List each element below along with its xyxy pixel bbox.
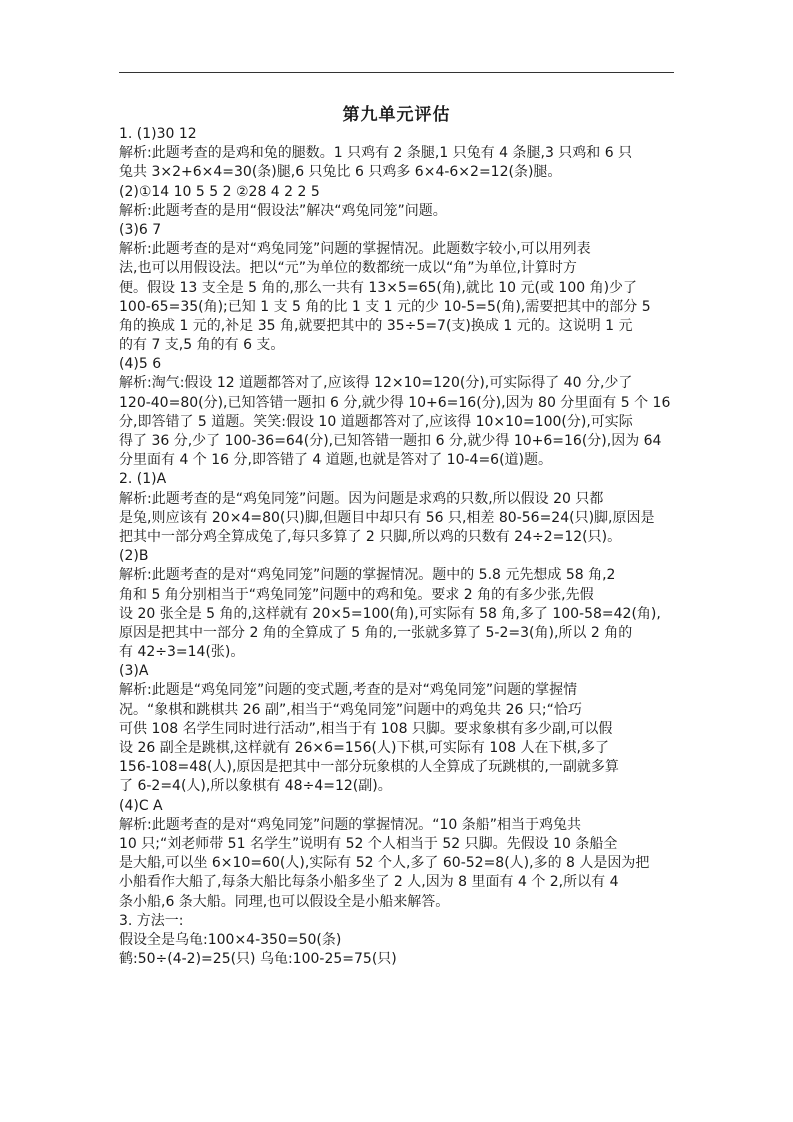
text-line: 得了 36 分,少了 100-36=64(分),已知答错一题扣 6 分,就少得 10+6=16(分),因为 64	[119, 433, 662, 449]
text-line: 解析:此题考查的是对“鸡兔同笼”问题的掌握情况。“10 条船”相当于鸡兔共	[119, 816, 581, 833]
text-line: 1. (1)30 12	[119, 126, 197, 142]
text-line: 况。“象棋和跳棋共 26 副”,相当于“鸡兔同笼”问题中的鸡兔共 26 只;“恰巧	[119, 701, 582, 718]
text-line: 原因是把其中一部分 2 角的全算成了 5 角的,一张就多算了 5-2=3(角),所以 2 角的	[119, 624, 633, 641]
text-line: 分,即答错了 5 道题。笑笑:假设 10 道题都答对了,应该得 10×10=100(分),可实际	[119, 413, 633, 430]
text-line: 156-108=48(人),原因是把其中一部分玩象棋的人全算成了玩跳棋的,一副就多算	[119, 759, 619, 776]
text-line: 解析:此题考查的是用“假设法”解决“鸡兔同笼”问题。	[119, 202, 447, 219]
text-line: 法,也可以用假设法。把以“元”为单位的数都统一成以“角”为单位,计算时方	[119, 260, 577, 277]
text-line: 是大船,可以坐 6×10=60(人),实际有 52 个人,多了 60-52=8(人),多的 8 人是因为把	[119, 855, 650, 872]
text-line: 解析:此题考查的是“鸡兔同笼”问题。因为问题是求鸡的只数,所以假设 20 只都	[119, 490, 604, 507]
text-line: 解析:此题考查的是对“鸡兔同笼”问题的掌握情况。此题数字较小,可以用列表	[119, 241, 591, 258]
text-line: (2)B	[119, 548, 149, 565]
text-line: 假设全是乌龟:100×4-350=50(条)	[119, 931, 342, 948]
text-line: 的有 7 支,5 角的有 6 支。	[119, 337, 285, 354]
text-line: 条小船,6 条大船。同理,也可以假设全是小船来解答。	[119, 893, 450, 910]
text-line: 设 26 副全是跳棋,这样就有 26×6=156(人)下棋,可实际有 108 人在下棋,多了	[119, 740, 609, 756]
text-line: (3)6 7	[119, 221, 162, 238]
text-line: 解析:此题考查的是对“鸡兔同笼”问题的掌握情况。题中的 5.8 元先想成 58 角,2	[119, 567, 616, 584]
text-line: 兔共 3×2+6×4=30(条)腿,6 只兔比 6 只鸡多 6×4-6×2=12(条)腿。	[119, 164, 562, 181]
text-line: 有 42÷3=14(张)。	[119, 644, 245, 661]
text-line: 把其中一部分鸡全算成兔了,每只多算了 2 只脚,所以鸡的只数有 24÷2=12(只)。	[119, 528, 622, 545]
header-rule	[119, 72, 674, 73]
text-line: 2. (1)A	[119, 471, 167, 488]
text-line: 解析:此题考查的是鸡和兔的腿数。1 只鸡有 2 条腿,1 只兔有 4 条腿,3 只鸡和 6 只	[119, 145, 633, 162]
text-line: 小船看作大船了,每条大船比每条小船多坐了 2 人,因为 8 里面有 4 个 2,所以有 4	[119, 874, 619, 891]
text-line: 解析:此题是“鸡兔同笼”问题的变式题,考查的是对“鸡兔同笼”问题的掌握情	[119, 682, 578, 699]
text-line: (4)C A	[119, 797, 163, 814]
text-line: (3)A	[119, 663, 149, 680]
text-line: 设 20 张全是 5 角的,这样就有 20×5=100(角),可实际有 58 角,多了 100-58=42(角),	[119, 605, 661, 622]
text-line: 100-65=35(角);已知 1 支 5 角的比 1 支 1 元的少 10-5=5(角),需要把其中的部分 5	[119, 298, 651, 315]
text-line: 角的换成 1 元的,补足 35 角,就要把其中的 35÷5=7(支)换成 1 元的。这说明 1 元	[119, 317, 633, 334]
text-line: 了 6-2=4(人),所以象棋有 48÷4=12(副)。	[119, 778, 392, 795]
text-line: 3. 方法一:	[119, 912, 184, 929]
text-line: 便。假设 13 支全是 5 角的,那么一共有 13×5=65(角),就比 10 元(或 100 角)少了	[119, 279, 638, 296]
answer-content	[119, 125, 675, 969]
text-line: 可供 108 名学生同时进行活动”,相当于有 108 只脚。要求象棋有多少副,可以假	[119, 720, 613, 737]
text-line: 角和 5 角分别相当于“鸡兔同笼”问题中的鸡和兔。要求 2 角的有多少张,先假	[119, 586, 594, 603]
page-title: 第九单元评估	[342, 105, 451, 125]
text-line: 解析:淘气:假设 12 道题都答对了,应该得 12×10=120(分),可实际得了 40 分,少了	[119, 375, 633, 392]
text-line: 分里面有 4 个 16 分,即答错了 4 道题,也就是答对了 10-4=6(道)题。	[119, 452, 553, 469]
text-line: 鹤:50÷(4-2)=25(只) 乌龟:100-25=75(只)	[119, 951, 397, 968]
text-line: 10 只;“刘老师带 51 名学生”说明有 52 个人相当于 52 只脚。先假设 10 条船全	[119, 835, 618, 852]
text-line: 是兔,则应该有 20×4=80(只)脚,但题目中却只有 56 只,相差 80-56=24(只)脚,原因是	[119, 509, 655, 526]
text-line: (4)5 6	[119, 356, 162, 373]
text-line: (2)①14 10 5 5 2 ②28 4 2 2 5	[119, 183, 320, 200]
text-line: 120-40=80(分),已知答错一题扣 6 分,就少得 10+6=16(分),因为 80 分里面有 5 个 16	[119, 394, 671, 411]
